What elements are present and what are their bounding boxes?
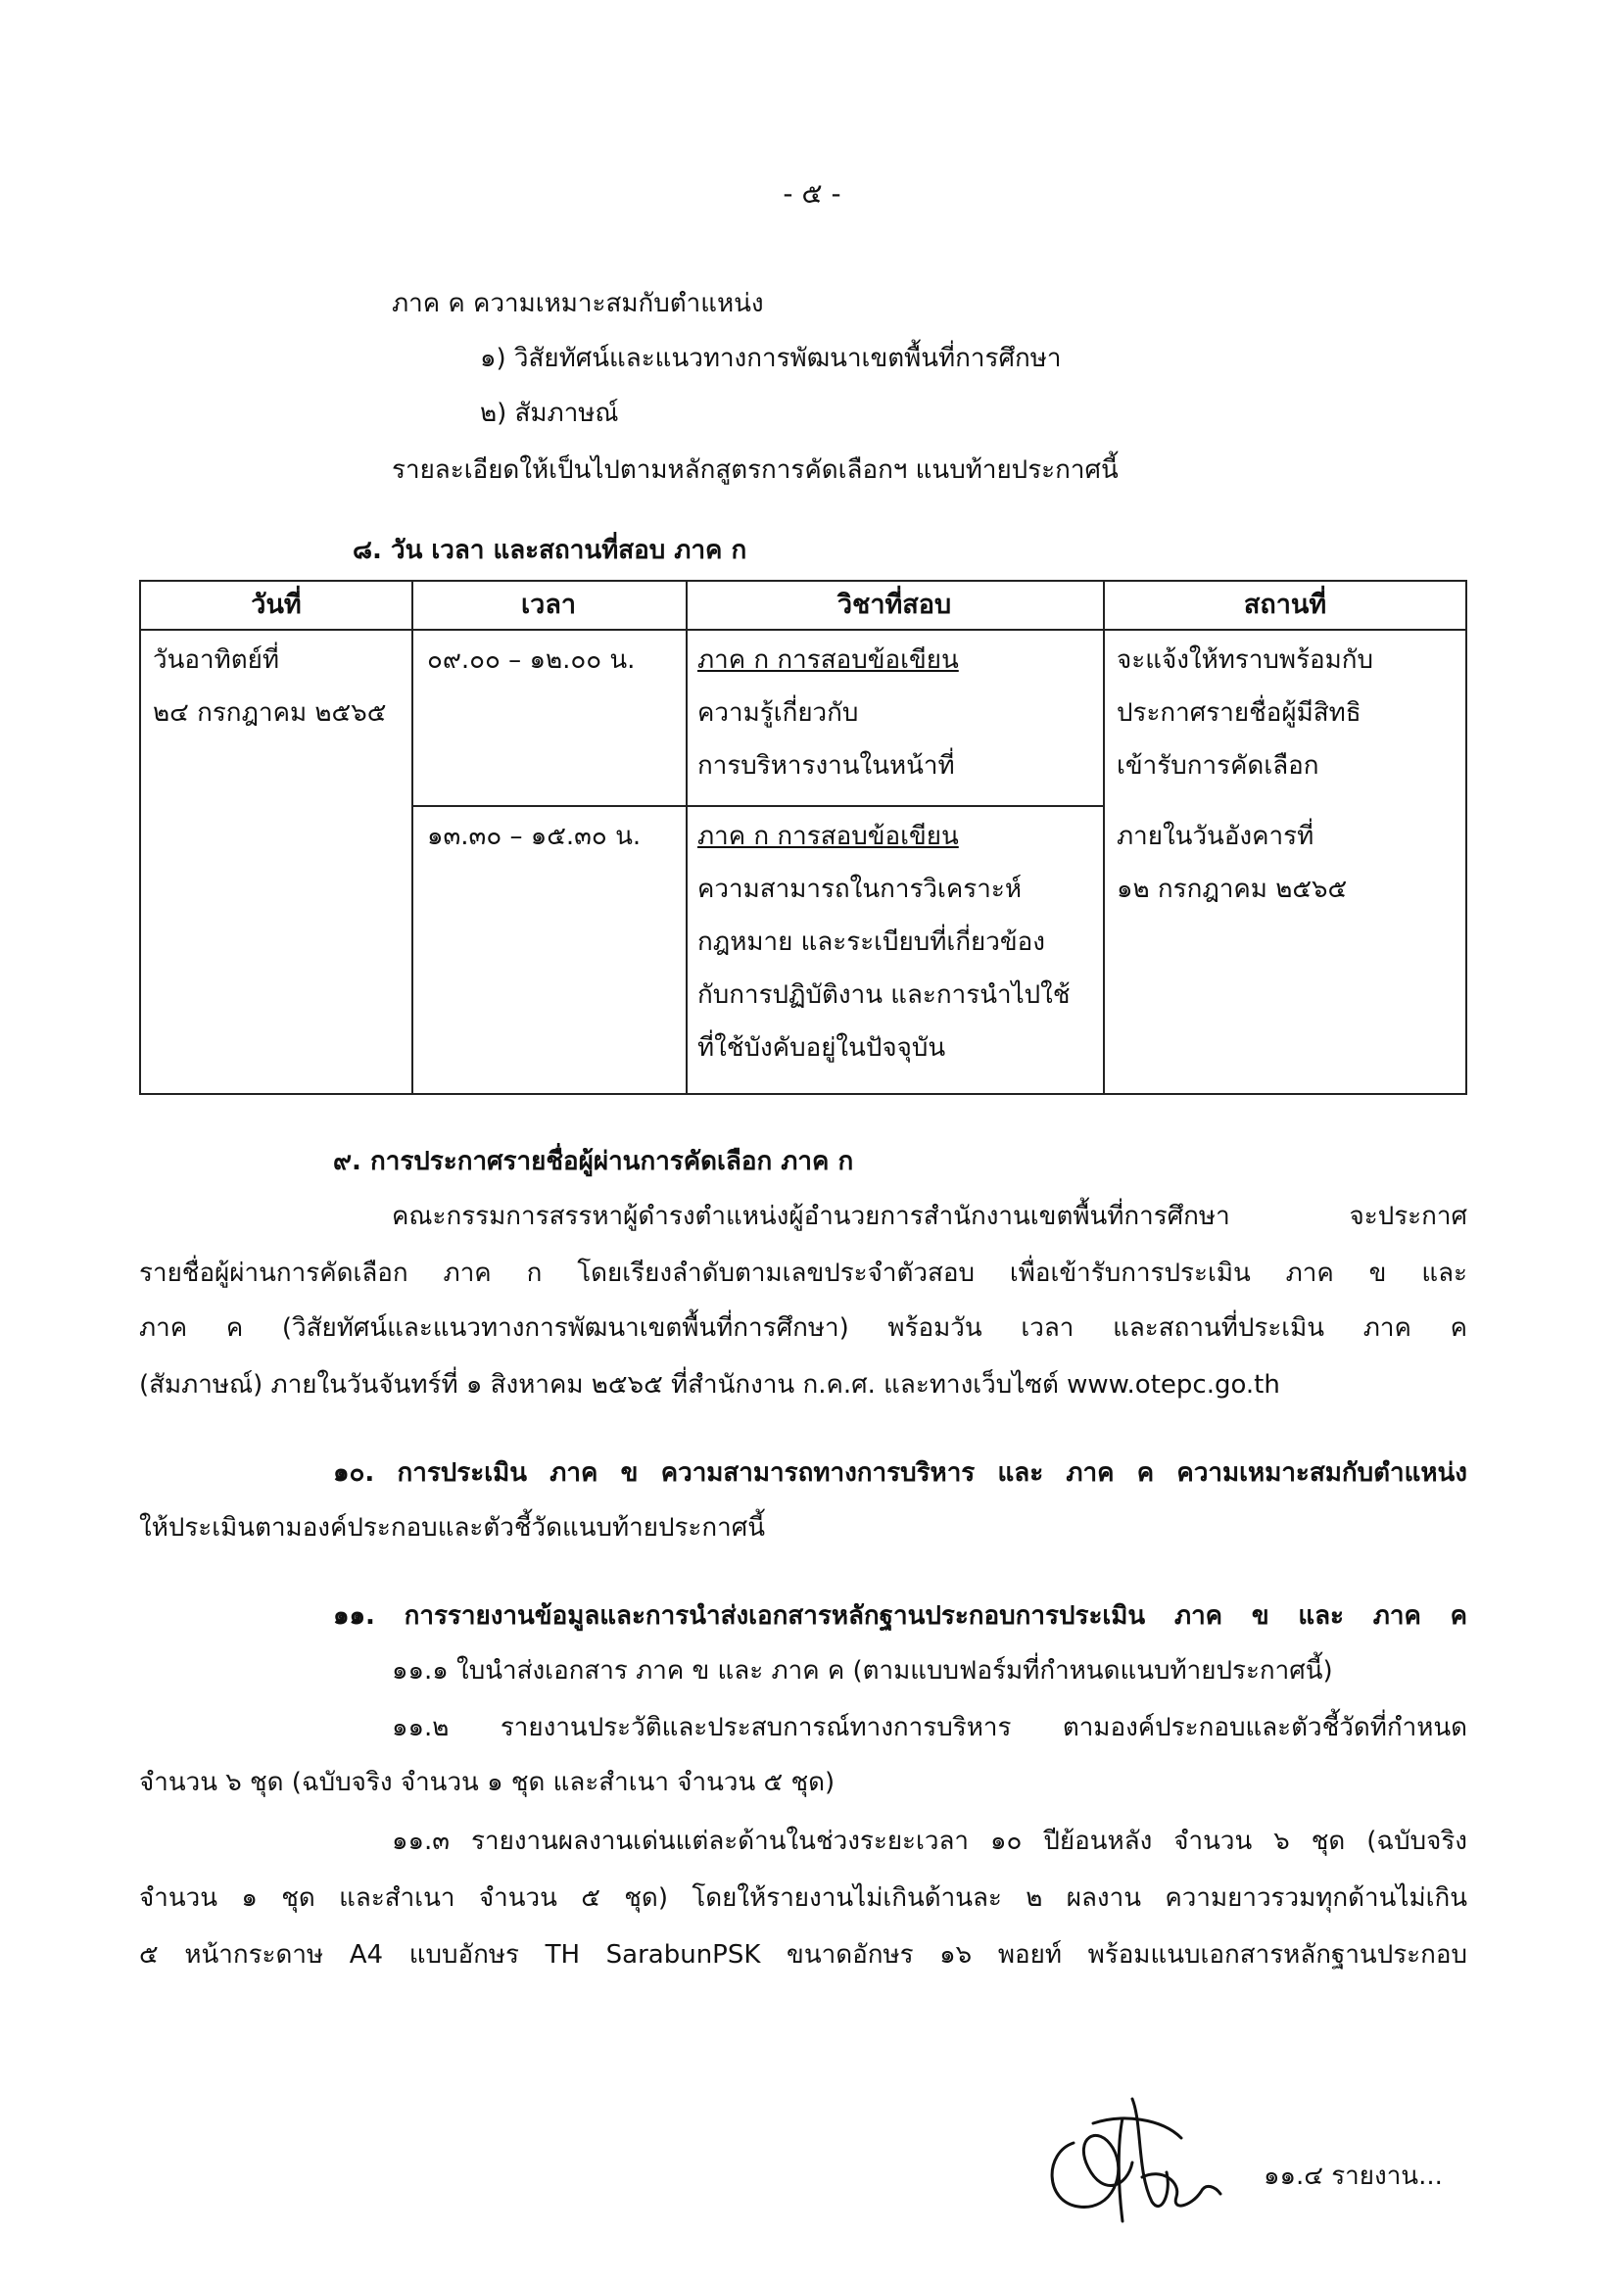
section-9-line: (สัมภาษณ์) ภายในวันจันทร์ที่ ๑ สิงหาคม ๒๕๖๕ ที่สำนักงาน ก.ค.ศ. และทางเว็บไซต์ www.otepc.go.th bbox=[139, 1370, 1280, 1400]
signature-mark bbox=[1034, 2084, 1250, 2231]
session-2-subject-line: ที่ใช้บังคับอยู่ในปัจจุบัน bbox=[697, 1033, 946, 1063]
table-header-date: วันที่ bbox=[251, 590, 302, 620]
section-9-heading: ๙. การประกาศรายชื่อผู้ผ่านการคัดเลือก ภาค ก bbox=[333, 1147, 854, 1176]
session-1-subject-line: ความรู้เกี่ยวกับ bbox=[697, 698, 859, 728]
section-10-line: ให้ประเมินตามองค์ประกอบและตัวชี้วัดแนบท้ายประกาศนี้ bbox=[139, 1513, 766, 1543]
page-number: - ๕ - bbox=[783, 177, 841, 210]
part-c-item-1: ๑) วิสัยทัศน์และแนวทางการพัฒนาเขตพื้นที่การศึกษา bbox=[480, 344, 1062, 373]
exam-location-line: เข้ารับการคัดเลือก bbox=[1117, 751, 1319, 781]
section-8-heading: ๘. วัน เวลา และสถานที่สอบ ภาค ก bbox=[353, 536, 747, 565]
page-continuation: ๑๑.๔ รายงาน... bbox=[1264, 2162, 1443, 2191]
session-2-subject-title: ภาค ก การสอบข้อเขียน bbox=[697, 822, 959, 851]
session-2-subject-line: กฎหมาย และระเบียบที่เกี่ยวข้อง bbox=[697, 927, 1045, 957]
table-header-subject: วิชาที่สอบ bbox=[836, 590, 952, 620]
section-11-item-2-line: จำนวน ๖ ชุด (ฉบับจริง จำนวน ๑ ชุด และสำเนา จำนวน ๕ ชุด) bbox=[139, 1768, 836, 1797]
exam-location-line: ภายในวันอังคารที่ bbox=[1117, 822, 1314, 851]
exam-location-line: จะแจ้งให้ทราบพร้อมกับ bbox=[1117, 645, 1374, 675]
section-9-line: ภาค ค (วิสัยทัศน์และแนวทางการพัฒนาเขตพื้นที่การศึกษา) พร้อมวัน เวลา และสถานที่ประเมิน ภาค ค bbox=[139, 1313, 1467, 1343]
table-header-time: เวลา bbox=[520, 590, 577, 620]
section-11-item-2-line: ๑๑.๒ รายงานประวัติและประสบการณ์ทางการบริหาร ตามองค์ประกอบและตัวชี้วัดที่กำหนด bbox=[392, 1713, 1467, 1742]
exam-date-line-2: ๒๔ กรกฎาคม ๒๕๖๕ bbox=[153, 698, 387, 728]
session-2-time: ๑๓.๓๐ – ๑๕.๓๐ น. bbox=[427, 822, 642, 851]
part-c-details: รายละเอียดให้เป็นไปตามหลักสูตรการคัดเลือกฯ แนบท้ายประกาศนี้ bbox=[392, 455, 1119, 485]
section-11-item-3-line: ๕ หน้ากระดาษ A4 แบบอักษร TH SarabunPSK ขนาดอักษร ๑๖ พอยท์ พร้อมแนบเอกสารหลักฐานประกอบ bbox=[139, 1940, 1467, 1970]
section-11-heading: ๑๑. การรายงานข้อมูลและการนำส่งเอกสารหลักฐานประกอบการประเมิน ภาค ข และ ภาค ค bbox=[333, 1601, 1467, 1631]
section-9-line: คณะกรรมการสรรหาผู้ดำรงตำแหน่งผู้อำนวยการสำนักงานเขตพื้นที่การศึกษา จะประกาศ bbox=[392, 1202, 1467, 1231]
session-2-subject-line: ความสามารถในการวิเคราะห์ bbox=[697, 875, 1022, 904]
section-10-heading: ๑๐. การประเมิน ภาค ข ความสามารถทางการบริหาร และ ภาค ค ความเหมาะสมกับตำแหน่ง bbox=[333, 1458, 1467, 1488]
session-2-subject-line: กับการปฏิบัติงาน และการนำไปใช้ bbox=[697, 980, 1071, 1010]
exam-location-line: ประกาศรายชื่อผู้มีสิทธิ bbox=[1117, 698, 1361, 728]
exam-date-line-1: วันอาทิตย์ที่ bbox=[153, 645, 279, 675]
part-c-heading: ภาค ค ความเหมาะสมกับตำแหน่ง bbox=[392, 289, 764, 318]
session-1-time: ๐๙.๐๐ – ๑๒.๐๐ น. bbox=[427, 645, 636, 675]
part-c-item-2: ๒) สัมภาษณ์ bbox=[480, 399, 619, 428]
exam-location-line: ๑๒ กรกฎาคม ๒๕๖๕ bbox=[1117, 875, 1348, 904]
section-11-item-1: ๑๑.๑ ใบนำส่งเอกสาร ภาค ข และ ภาค ค (ตามแบบฟอร์มที่กำหนดแนบท้ายประกาศนี้) bbox=[392, 1656, 1333, 1686]
section-11-item-3-line: จำนวน ๑ ชุด และสำเนา จำนวน ๕ ชุด) โดยให้รายงานไม่เกินด้านละ ๒ ผลงาน ความยาวรวมทุกด้านไม่เกิน bbox=[139, 1883, 1467, 1913]
session-1-subject-line: การบริหารงานในหน้าที่ bbox=[697, 751, 955, 781]
section-9-line: รายชื่อผู้ผ่านการคัดเลือก ภาค ก โดยเรียงลำดับตามเลขประจำตัวสอบ เพื่อเข้ารับการประเมิน ภาค ข และ bbox=[139, 1259, 1467, 1288]
session-1-subject-title: ภาค ก การสอบข้อเขียน bbox=[697, 645, 959, 675]
table-header-location: สถานที่ bbox=[1243, 590, 1327, 620]
section-11-item-3-line: ๑๑.๓ รายงานผลงานเด่นแต่ละด้านในช่วงระยะเวลา ๑๐ ปีย้อนหลัง จำนวน ๖ ชุด (ฉบับจริง bbox=[392, 1827, 1467, 1856]
exam-schedule-table bbox=[139, 580, 1467, 1095]
